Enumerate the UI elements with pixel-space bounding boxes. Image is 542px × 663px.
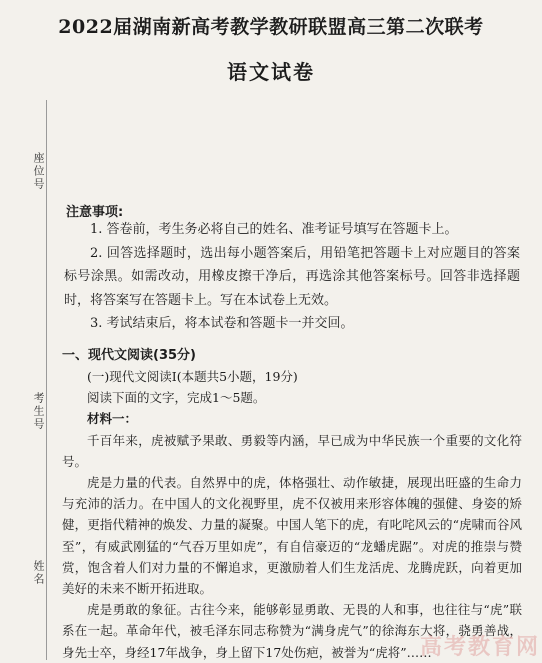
exam-title: 2022届湖南新高考教学教研联盟高三第二次联考: [58, 16, 484, 38]
notice-item: 2. 回答选择题时，选出每小题答案后，用铅笔把答题卡上对应题目的答案标号涂黑。如需改动，用橡皮擦干净后，再选涂其他答案标号。回答非选择题时，将答案写在答题卡上。写在本试卷上无效。: [64, 245, 520, 308]
passage-paragraph: 千百年来，虎被赋予果敢、勇毅等内涵，早已成为中华民族一个重要的文化符号。: [62, 432, 522, 469]
seat-number-label: 座位号: [32, 152, 45, 191]
watermark: 高考教育网: [420, 635, 541, 660]
passage: [62, 430, 522, 663]
exam-number-label: 考生号: [32, 392, 45, 431]
material-label: 材料一：: [87, 411, 138, 427]
instruction: 阅读下面的文字，完成1～5题。: [87, 390, 266, 406]
reading-section: [62, 366, 522, 663]
sub-heading: (一)现代文阅读Ⅰ(本题共5小题，19分): [87, 369, 298, 384]
section-heading: 一、现代文阅读(35分): [62, 348, 196, 363]
binding-line: [46, 100, 47, 660]
notice-item: 1. 答卷前，考生务必将自己的姓名、准考证号填写在答题卡上。: [90, 222, 458, 237]
notice-heading: 注意事项:: [66, 205, 124, 220]
notice-item: 3. 考试结束后，将本试卷和答题卡一并交回。: [90, 316, 354, 331]
passage-paragraph: 虎是力量的代表。自然界中的虎，体格强壮、动作敏捷，展现出旺盛的生命力与充沛的活力。在中国人的文化视野里，虎不仅被用来形容体魄的强健、身姿的矫健，更指代精神的焕发、力量的凝聚。中国人笔下的虎，有叱咤风云的“虎啸而谷风至”，有威武刚猛的“气吞万里如虎”，有自信豪迈的“龙蟠虎踞”。对虎的推崇与赞赏，饱含着人们对力量的不懈追求，更激励着人们生龙活虎、龙腾虎跃，向着更加美好的未来不断开拓进取。: [62, 475, 522, 597]
name-label: 姓名: [32, 560, 45, 586]
notice-list: [64, 218, 520, 336]
passage-paragraph: 虎是勇敢的象征。古往今来，能够彰显勇敢、无畏的人和事，也往往与“虎”联系在一起。革命年代，被毛泽东同志称赞为“满身虎气”的徐海东大将，骁勇善战，身先士卒，身经17年战争，身上留下17处伤疤，被誉为“虎将”……: [62, 602, 522, 660]
subject-title: 语文试卷: [227, 60, 315, 84]
